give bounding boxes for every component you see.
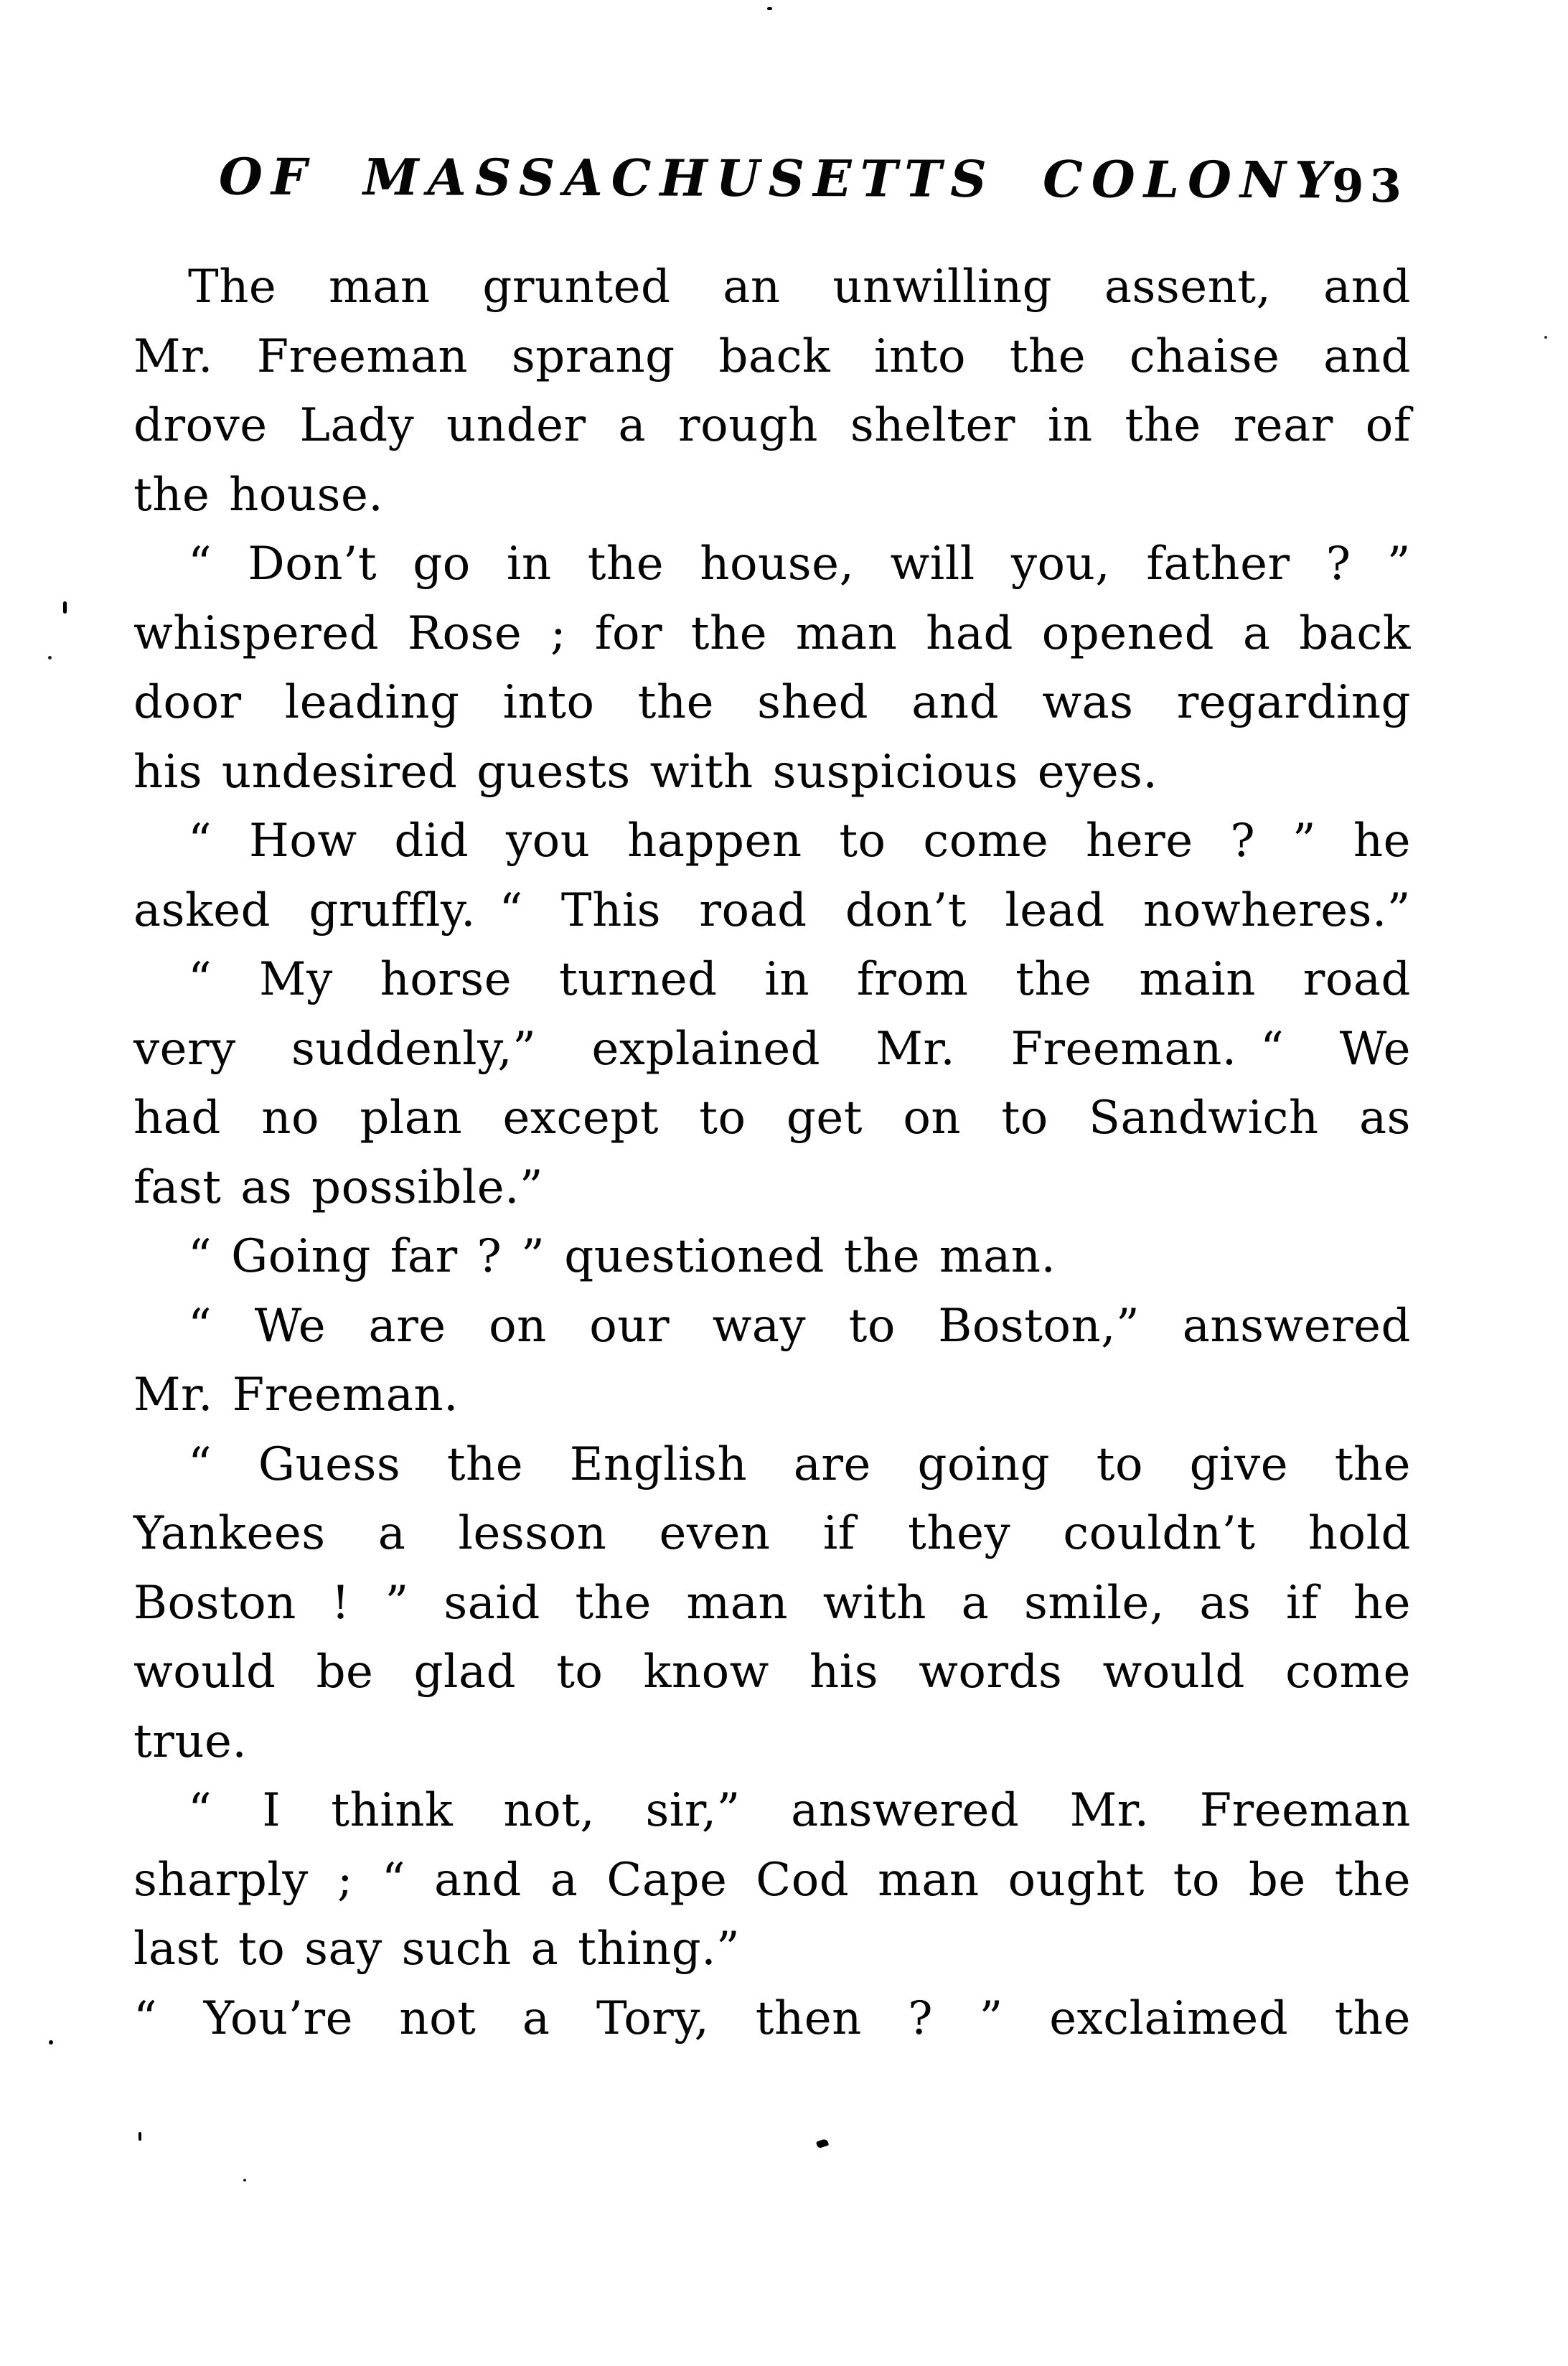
ink-speck	[816, 2139, 829, 2149]
text-line: last to say such a thing.”	[133, 1923, 741, 1976]
text-line: Boston ! ” said the man with a smile, as if he	[133, 1576, 1411, 1630]
text-line: sharply ; “ and a Cape Cod man ought to be the	[133, 1853, 1411, 1907]
text-line: drove Lady under a rough shelter in the rear of	[133, 399, 1411, 452]
text-line: “ You’re not a Tory, then ? ” exclaimed the	[133, 1991, 1411, 2045]
text-line: would be glad to know his words would come	[133, 1646, 1411, 1699]
text-line: the house.	[133, 468, 384, 522]
page-number: 93	[1332, 159, 1408, 213]
ink-speck	[767, 7, 772, 10]
text-line: “ Guess the English are going to give the	[188, 1437, 1411, 1491]
text-line: “ Going far ? ” questioned the man.	[188, 1230, 1056, 1283]
text-line: “ We are on our way to Boston,” answered	[188, 1299, 1411, 1353]
text-line: “ Don’t go in the house, will you, father ? ”	[188, 537, 1411, 591]
text-line: true.	[133, 1714, 248, 1768]
text-line: his undesired guests with suspicious eyes.	[133, 745, 1158, 799]
ink-speck	[243, 2179, 246, 2182]
chapter-title: OF MASSACHUSETTS COLONY	[218, 146, 1340, 210]
text-line: “ How did you happen to come here ? ” he	[188, 815, 1411, 868]
text-body	[133, 253, 1411, 2053]
ink-speck	[49, 2040, 53, 2045]
text-line: door leading into the shed and was regarding	[133, 676, 1411, 729]
text-line: fast as possible.”	[133, 1160, 544, 1214]
text-line: very suddenly,” explained Mr. Freeman. “ We	[133, 1022, 1411, 1076]
text-line: Yankees a lesson even if they couldn’t hold	[133, 1507, 1411, 1560]
text-line: Mr. Freeman sprang back into the chaise and	[133, 329, 1411, 383]
ink-speck	[63, 601, 67, 614]
ink-speck	[139, 2132, 141, 2141]
text-line: “ I think not, sir,” answered Mr. Freeman	[188, 1784, 1411, 1837]
text-line: had no plan except to get on to Sandwich as	[133, 1092, 1411, 1145]
text-line: Mr. Freeman.	[133, 1369, 459, 1422]
text-line: whispered Rose ; for the man had opened a back	[133, 606, 1411, 660]
ink-speck	[48, 656, 52, 659]
text-line: asked gruffly. “ This road don’t lead nowheres.”	[133, 883, 1411, 937]
ink-speck	[1544, 336, 1547, 339]
text-line: “ My horse turned in from the main road	[188, 953, 1411, 1006]
text-line: The man grunted an unwilling assent, and	[188, 260, 1411, 314]
running-head	[0, 146, 1568, 240]
